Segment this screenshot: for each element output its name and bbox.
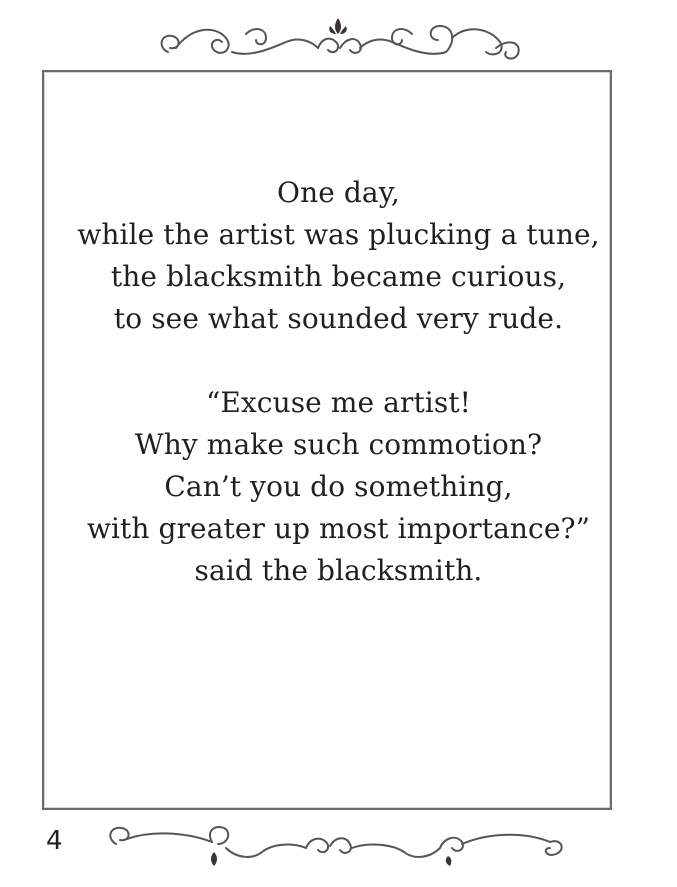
text-line: “Excuse me artist! xyxy=(205,386,472,419)
text-line: the blacksmith became curious, xyxy=(110,260,567,293)
stanza-1 xyxy=(0,172,677,340)
top-flourish-icon xyxy=(0,8,677,68)
text-line: said the blacksmith. xyxy=(194,554,483,587)
text-line: Can’t you do something, xyxy=(164,470,513,503)
page-number: 4 xyxy=(46,826,63,856)
text-line: while the artist was plucking a tune, xyxy=(77,218,600,251)
text-line: Why make such commotion? xyxy=(134,428,543,461)
bottom-flourish-icon xyxy=(0,812,677,872)
text-line: One day, xyxy=(277,176,400,209)
text-line: to see what sounded very rude. xyxy=(113,302,564,335)
stanza-2 xyxy=(0,382,677,592)
story-text xyxy=(0,172,677,592)
text-line: with greater up most importance?” xyxy=(86,512,591,545)
